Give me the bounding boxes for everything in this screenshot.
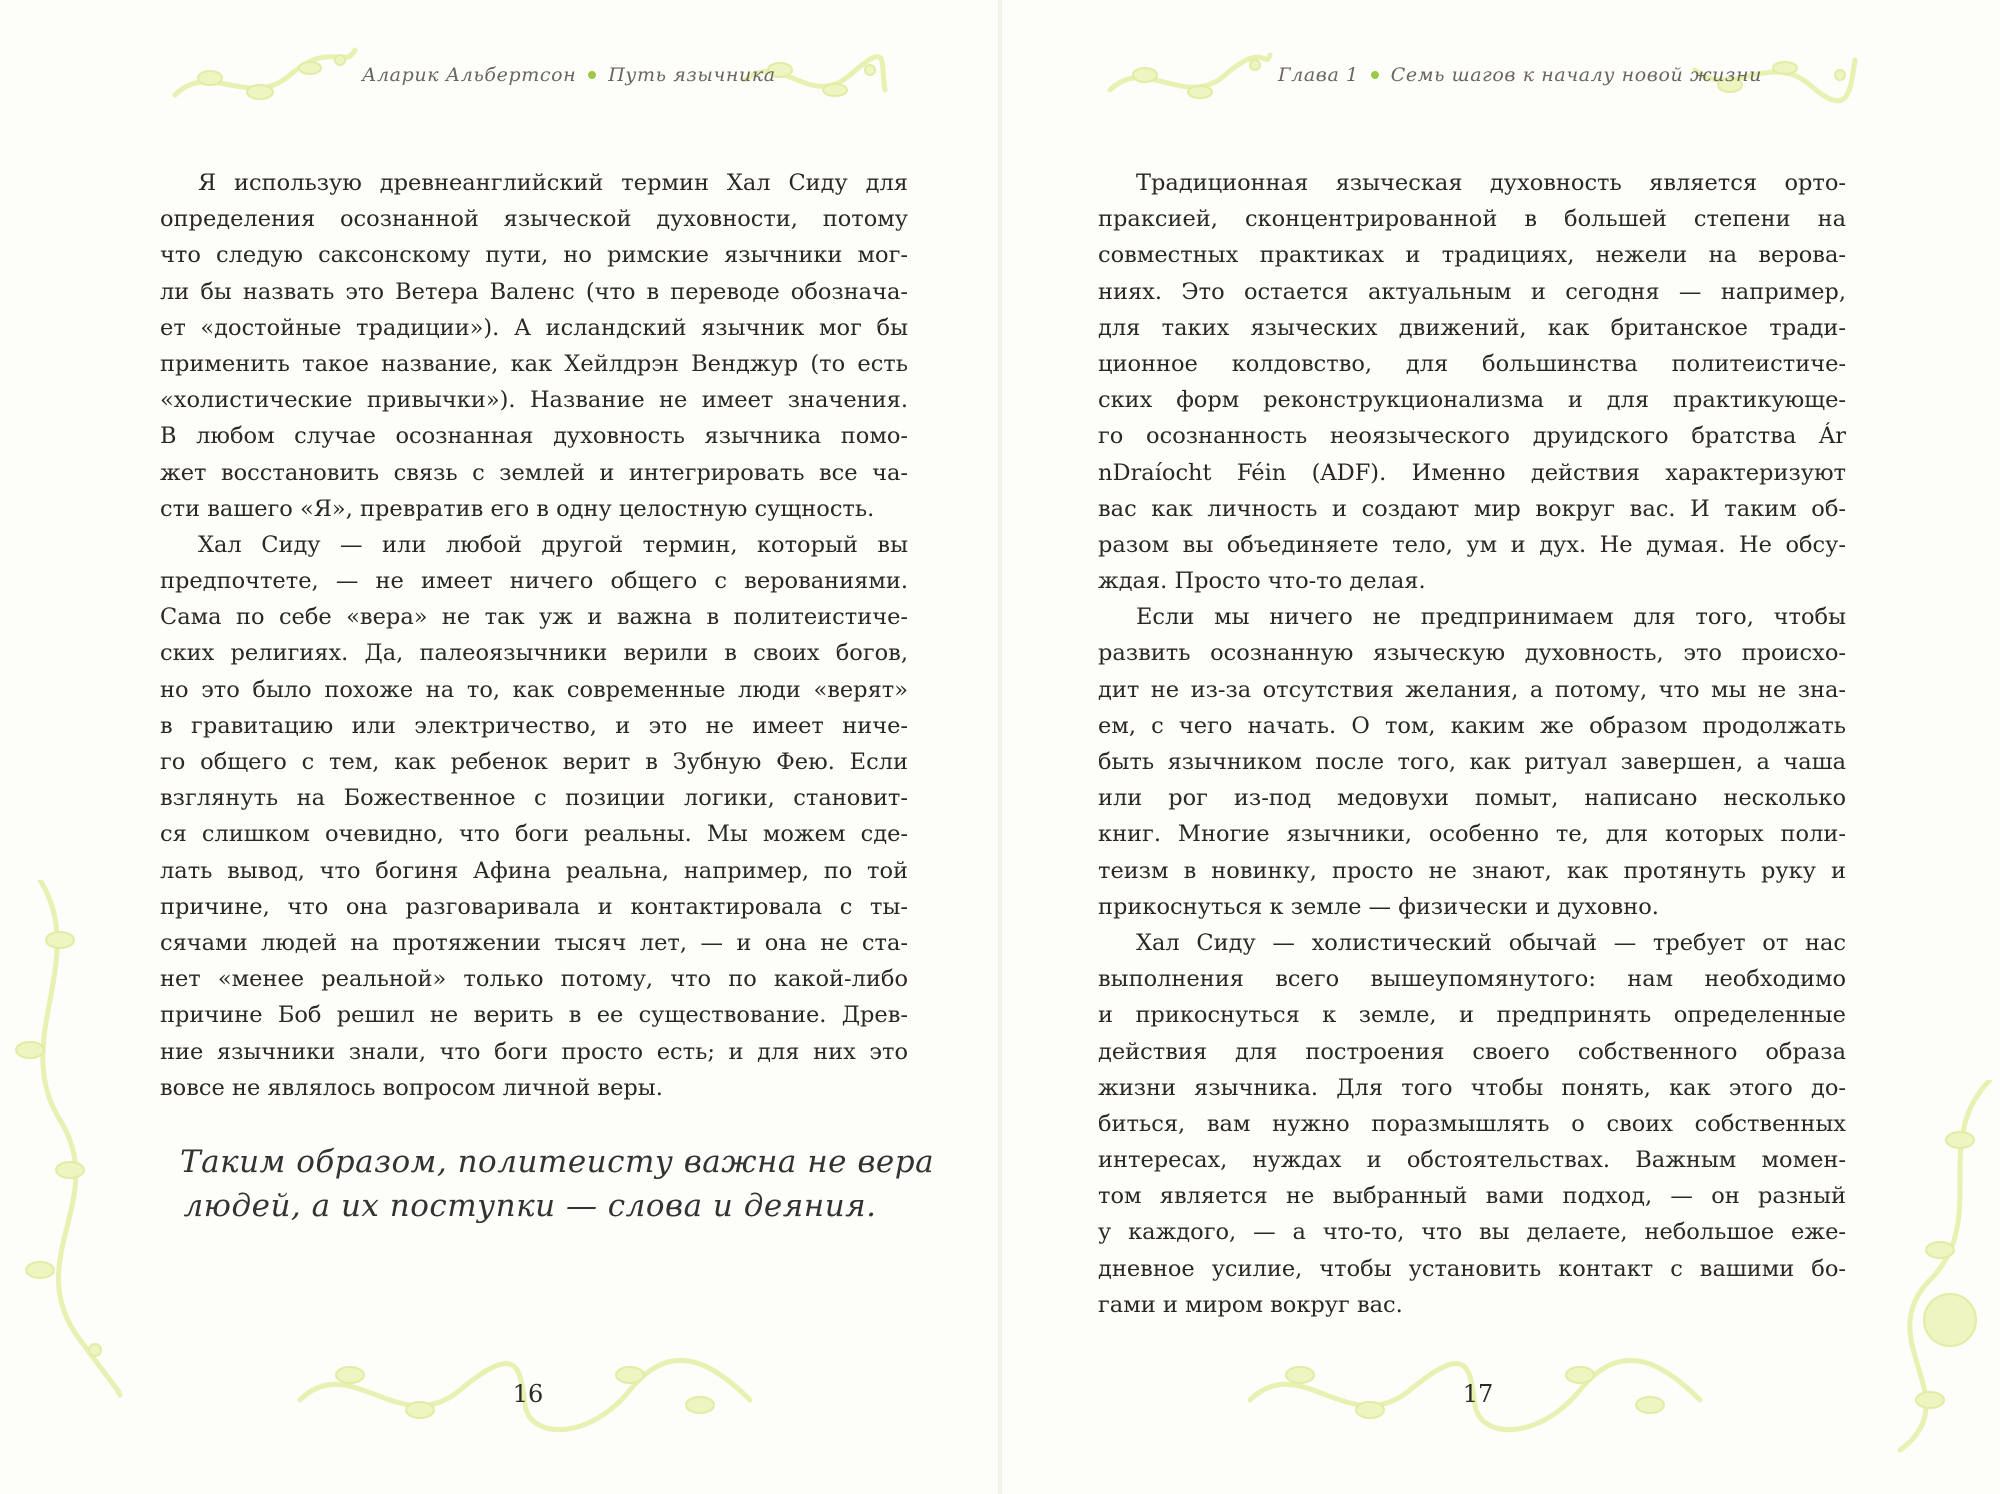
text-line: и прикоснуться к земле, и предпринять определенные: [1098, 1002, 1846, 1029]
text-line: ских форм реконструкционализма и для практикующе-: [1098, 387, 1846, 414]
text-line: вовсе не являлось вопросом личной веры.: [160, 1074, 663, 1101]
text-line: дит не из-за отсутствия желания, а потому, что мы не зна-: [1098, 676, 1846, 703]
text-line: гами и миром вокруг вас.: [1098, 1291, 1403, 1318]
running-head-chapter-title: Семь шагов к началу новой жизни: [1390, 64, 1762, 86]
text-line: том является не выбранный вами подход, — он разный: [1098, 1183, 1846, 1210]
text-line: нет «менее реальной» только потому, что по какой-либо: [160, 966, 908, 993]
ornament-right-margin-vine-icon: [1870, 1080, 2000, 1460]
text-line: ние язычники знали, что боги просто есть; и для них это: [160, 1038, 908, 1065]
text-line: предпочтете, — не имеет ничего общего с верованиями.: [160, 568, 908, 595]
paragraph: [160, 165, 908, 527]
page-number-right: 17: [1462, 1380, 1494, 1408]
paragraph: [1098, 599, 1846, 925]
text-line: ем, с чего начать. О том, каким же образом продолжать: [1098, 712, 1846, 739]
text-line: интересах, нуждах и обстоятельствах. Важным момен-: [1098, 1147, 1846, 1174]
text-line: действия для построения своего собственного образа: [1098, 1038, 1846, 1065]
text-line: «холистические привычки»). Название не имеет значения.: [160, 387, 908, 414]
text-line: выполнения всего вышеупомянутого: нам необходимо: [1098, 966, 1846, 993]
text-line: определения осознанной языческой духовности, потому: [160, 206, 908, 233]
running-head-author: Аларик Альбертсон: [362, 64, 577, 86]
text-line: В любом случае осознанная духовность язычника помо-: [160, 423, 908, 450]
text-line: в гравитацию или электричество, и это не имеет ниче-: [160, 712, 908, 739]
text-line: но это было похоже на то, как современные люди «верят»: [160, 676, 908, 703]
text-line: Я использую древнеанглийский термин Хал Сиду для: [198, 170, 908, 196]
text-line: вас как личность и создают мир вокруг вас. И таким об-: [1098, 495, 1846, 522]
text-line: го осознанность неоязыческого друидского братства Ár: [1098, 423, 1846, 450]
right-page-body: [1098, 165, 1846, 1323]
book-gutter: [998, 0, 1002, 1494]
pull-quote-line: Таким образом, политеисту важна не вера: [180, 1144, 935, 1180]
text-line: го общего с тем, как ребенок верит в Зубную Фею. Если: [160, 749, 908, 775]
text-line: взглянуть на Божественное с позиции логики, становит-: [160, 785, 908, 812]
text-line: ся слишком очевидно, что боги реальны. Мы можем сде-: [160, 821, 908, 848]
text-line: ли бы назвать это Ветера Валенс (что в переводе обознача-: [160, 278, 908, 305]
text-line: применить такое название, как Хейлдрэн Венджур (то есть: [160, 350, 908, 377]
text-line: ниях. Это остается актуальным и сегодня — например,: [1098, 278, 1846, 305]
text-line: Традиционная языческая духовность является орто-: [1136, 170, 1846, 196]
text-line: Если мы ничего не предпринимаем для того, чтобы: [1136, 604, 1846, 631]
ornament-top-left-icon: [170, 40, 360, 120]
text-line: лать вывод, что богиня Афина реальна, например, по той: [160, 857, 908, 884]
text-line: ет «достойные традиции»). А исландский язычник мог бы: [160, 314, 908, 341]
paragraph: [1098, 165, 1846, 599]
ornament-left-margin-vine-icon: [0, 880, 130, 1400]
ornament-top-right-left-icon: [1105, 40, 1275, 120]
text-line: для таких языческих движений, как британское тради-: [1098, 314, 1846, 341]
text-line: книг. Многие язычники, особенно те, для которых поли-: [1098, 821, 1846, 848]
text-line: быть язычником после того, как ритуал завершен, а чаша: [1098, 749, 1846, 775]
text-line: разом вы объединяете тело, ум и дух. Не думая. Не обсу-: [1098, 531, 1846, 558]
text-line: причине Боб решил не верить в ее существование. Древ-: [160, 1002, 908, 1029]
text-line: у каждого, — а что-то, что вы делаете, небольшое еже-: [1098, 1219, 1846, 1246]
left-page-body: [160, 165, 908, 1106]
text-line: Сама по себе «вера» не так уж и важна в политеистиче-: [160, 604, 908, 631]
running-head-book-title: Путь язычника: [608, 64, 776, 86]
paragraph: [1098, 925, 1846, 1323]
text-line: nDraíocht Féin (ADF). Именно действия характеризуют: [1098, 459, 1846, 486]
bullet-dot-icon: [588, 71, 596, 79]
text-line: теизм в новинку, просто не знают, как протянуть руку и: [1098, 857, 1846, 884]
text-line: сячами людей на протяжении тысяч лет, — и она не ста-: [160, 929, 908, 956]
text-line: совместных практиках и традициях, нежели на верова-: [1098, 242, 1846, 269]
left-running-head: [362, 60, 776, 90]
bullet-dot-icon: [1371, 71, 1379, 79]
paragraph: [160, 527, 908, 1106]
text-line: развить осознанную языческую духовность, это происхо-: [1098, 640, 1846, 667]
text-line: ционное колдовство, для большинства политеистиче-: [1098, 350, 1846, 377]
pull-quote-line: людей, а их поступки — слова и деяния.: [183, 1188, 877, 1224]
right-running-head: [1278, 60, 1762, 90]
text-line: биться, вам нужно поразмышлять о своих собственных: [1098, 1110, 1846, 1137]
text-line: Хал Сиду — или любой другой термин, который вы: [198, 531, 908, 558]
text-line: дневное усилие, чтобы установить контакт с вашими бо-: [1098, 1255, 1846, 1282]
page-number-left: 16: [512, 1380, 544, 1408]
text-line: что следую саксонскому пути, но римские язычники мог-: [160, 242, 908, 269]
text-line: праксией, сконцентрированной в большей степени на: [1098, 206, 1846, 233]
text-line: сти вашего «Я», превратив его в одну целостную сущность.: [160, 495, 875, 522]
text-line: жет восстановить связь с землей и интегрировать все ча-: [160, 459, 908, 486]
text-line: жизни язычника. Для того чтобы понять, как этого до-: [1098, 1074, 1846, 1101]
text-line: причине, что она разговаривала и контактировала с ты-: [160, 893, 908, 920]
text-line: Хал Сиду — холистический обычай — требует от нас: [1136, 929, 1846, 956]
text-line: прикоснуться к земле — физически и духовно.: [1098, 893, 1659, 920]
running-head-chapter: Глава 1: [1278, 64, 1359, 86]
text-line: ских религиях. Да, палеоязычники верили в своих богов,: [160, 640, 908, 667]
text-line: или рог из-под медовухи помыт, написано несколько: [1098, 785, 1846, 812]
text-line: ждая. Просто что-то делая.: [1098, 568, 1426, 595]
pull-quote: [180, 1140, 935, 1228]
